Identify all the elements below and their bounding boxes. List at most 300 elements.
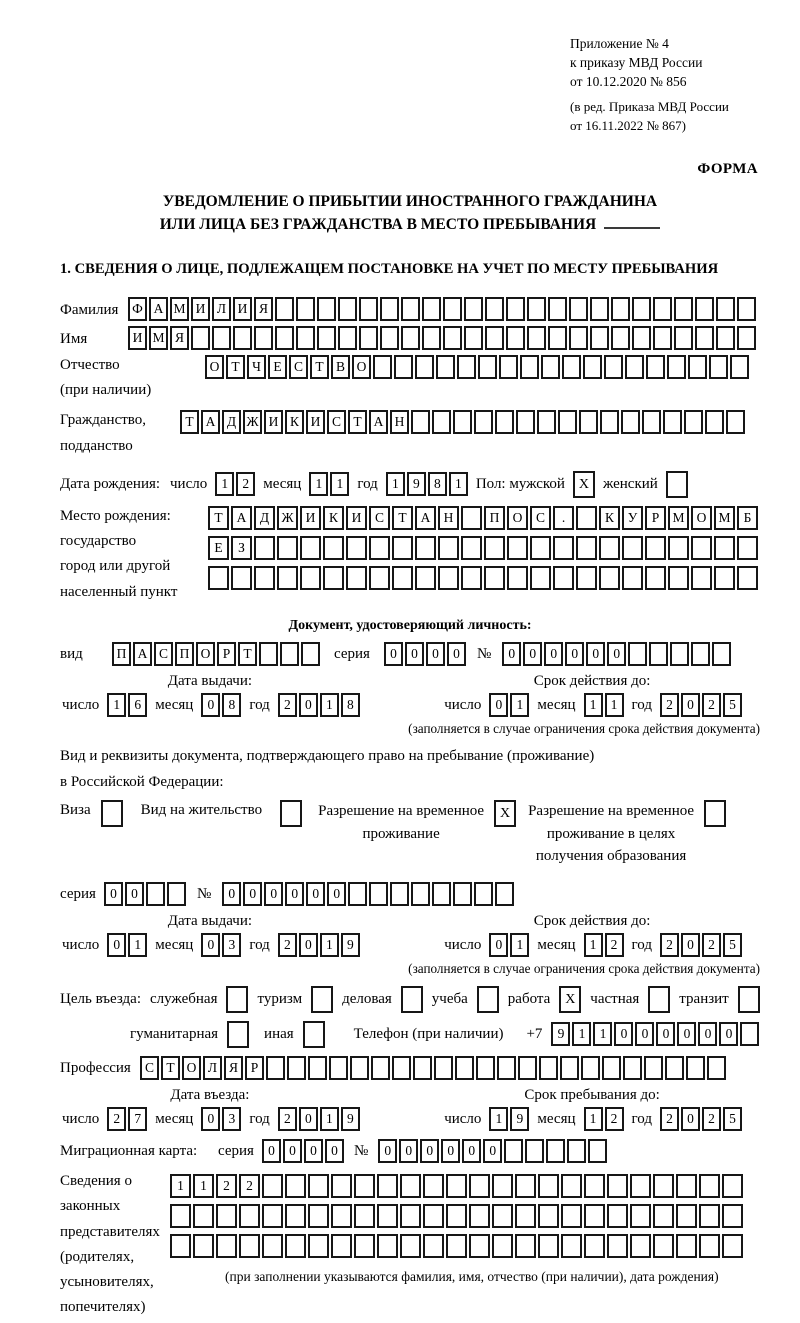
grid-cell[interactable]: И [264,410,283,434]
grid-cell[interactable]: 6 [128,693,147,717]
grid-cell[interactable] [239,1234,260,1258]
grid-cell[interactable] [329,1056,348,1080]
grid-cell[interactable] [699,1234,720,1258]
grid-cell[interactable] [369,882,388,906]
grid-cell[interactable]: Р [245,1056,264,1080]
grid-cell[interactable]: С [327,410,346,434]
grid-cell[interactable]: 0 [607,642,626,666]
grid-cell[interactable] [469,1174,490,1198]
grid-cell[interactable] [548,326,567,350]
grid-cell[interactable]: 0 [201,693,220,717]
grid-cell[interactable]: А [415,506,436,530]
grid-cell[interactable]: 0 [283,1139,302,1163]
grid-cell[interactable]: 9 [551,1022,570,1046]
grid-cell[interactable] [443,326,462,350]
grid-cell[interactable] [191,326,210,350]
grid-cell[interactable] [699,1174,720,1198]
grid-cell[interactable] [569,326,588,350]
grid-cell[interactable]: Т [392,506,413,530]
grid-cell[interactable] [665,1056,684,1080]
grid-cell[interactable] [443,297,462,321]
grid-cell[interactable]: 2 [107,1107,126,1131]
grid-cell[interactable] [423,1204,444,1228]
grid-cell[interactable] [722,1234,743,1258]
grid-cell[interactable]: Т [161,1056,180,1080]
grid-cell[interactable] [691,642,710,666]
grid-cell[interactable] [308,1174,329,1198]
grid-cell[interactable] [317,326,336,350]
grid-cell[interactable] [676,1174,697,1198]
grid-cell[interactable] [518,1056,537,1080]
grid-cell[interactable]: 2 [605,933,624,957]
grid-cell[interactable]: О [205,355,224,379]
grid-cell[interactable] [714,566,735,590]
grid-cell[interactable] [285,1174,306,1198]
grid-cell[interactable]: 1 [320,1107,339,1131]
grid-cell[interactable]: 0 [523,642,542,666]
purpose-study-checkbox[interactable] [477,986,499,1013]
grid-cell[interactable]: М [668,506,689,530]
grid-cell[interactable] [415,536,436,560]
grid-cell[interactable] [359,326,378,350]
grid-cell[interactable] [461,536,482,560]
grid-cell[interactable]: 0 [565,642,584,666]
grid-cell[interactable]: И [233,297,252,321]
grid-cell[interactable] [453,410,472,434]
grid-cell[interactable] [599,566,620,590]
grid-cell[interactable]: 1 [584,1107,603,1131]
grid-cell[interactable] [560,1056,579,1080]
grid-cell[interactable]: 5 [723,1107,742,1131]
grid-cell[interactable]: 1 [489,1107,508,1131]
grid-cell[interactable] [323,536,344,560]
grid-cell[interactable]: Ж [243,410,262,434]
grid-cell[interactable] [607,1234,628,1258]
grid-cell[interactable] [604,355,623,379]
grid-cell[interactable] [584,1204,605,1228]
grid-cell[interactable] [525,1139,544,1163]
grid-cell[interactable]: С [289,355,308,379]
grid-cell[interactable] [561,1174,582,1198]
grid-cell[interactable]: 0 [586,642,605,666]
grid-cell[interactable] [709,355,728,379]
grid-cell[interactable] [716,326,735,350]
grid-cell[interactable]: 8 [222,693,241,717]
grid-cell[interactable] [538,1174,559,1198]
purpose-private-checkbox[interactable] [648,986,670,1013]
grid-cell[interactable] [301,642,320,666]
grid-cell[interactable] [239,1204,260,1228]
grid-cell[interactable]: 1 [193,1174,214,1198]
grid-cell[interactable]: В [331,355,350,379]
grid-cell[interactable] [737,566,758,590]
grid-cell[interactable] [541,355,560,379]
grid-cell[interactable] [584,1234,605,1258]
grid-cell[interactable] [538,1234,559,1258]
grid-cell[interactable]: 1 [572,1022,591,1046]
grid-cell[interactable]: 0 [299,693,318,717]
grid-cell[interactable]: С [369,506,390,530]
grid-cell[interactable] [401,326,420,350]
grid-cell[interactable] [726,410,745,434]
grid-cell[interactable]: Л [203,1056,222,1080]
grid-cell[interactable]: Н [438,506,459,530]
grid-cell[interactable] [492,1204,513,1228]
grid-cell[interactable] [348,882,367,906]
grid-cell[interactable]: 2 [702,933,721,957]
grid-cell[interactable] [676,1204,697,1228]
grid-cell[interactable]: 2 [702,1107,721,1131]
grid-cell[interactable] [630,1174,651,1198]
grid-cell[interactable] [537,410,556,434]
grid-cell[interactable]: 0 [441,1139,460,1163]
grid-cell[interactable] [262,1234,283,1258]
grid-cell[interactable]: 0 [125,882,144,906]
grid-cell[interactable]: 0 [384,642,403,666]
grid-cell[interactable] [346,566,367,590]
grid-cell[interactable] [254,326,273,350]
grid-cell[interactable]: 1 [215,472,234,496]
grid-cell[interactable] [259,642,278,666]
grid-cell[interactable]: 1 [584,933,603,957]
grid-cell[interactable] [653,1204,674,1228]
grid-cell[interactable]: 1 [584,693,603,717]
grid-cell[interactable] [516,410,535,434]
grid-cell[interactable] [453,882,472,906]
grid-cell[interactable]: У [622,506,643,530]
grid-cell[interactable] [716,297,735,321]
grid-cell[interactable] [691,536,712,560]
grid-cell[interactable]: 0 [405,642,424,666]
grid-cell[interactable]: О [507,506,528,530]
grid-cell[interactable] [438,566,459,590]
grid-cell[interactable] [354,1204,375,1228]
grid-cell[interactable] [484,536,505,560]
grid-cell[interactable]: 0 [681,693,700,717]
grid-cell[interactable] [193,1234,214,1258]
grid-cell[interactable] [346,536,367,560]
grid-cell[interactable]: 1 [510,933,529,957]
grid-cell[interactable]: С [140,1056,159,1080]
grid-cell[interactable] [377,1234,398,1258]
grid-cell[interactable] [212,326,231,350]
grid-cell[interactable]: 0 [681,933,700,957]
grid-cell[interactable] [653,1174,674,1198]
grid-cell[interactable] [553,566,574,590]
grid-cell[interactable]: Т [180,410,199,434]
grid-cell[interactable] [446,1174,467,1198]
grid-cell[interactable]: 0 [614,1022,633,1046]
grid-cell[interactable]: А [149,297,168,321]
grid-cell[interactable] [438,536,459,560]
grid-cell[interactable]: Т [238,642,257,666]
grid-cell[interactable] [653,1234,674,1258]
grid-cell[interactable]: 2 [278,693,297,717]
grid-cell[interactable] [285,1204,306,1228]
grid-cell[interactable] [485,297,504,321]
grid-cell[interactable] [170,1234,191,1258]
visa-checkbox[interactable] [101,800,123,827]
grid-cell[interactable]: Т [310,355,329,379]
grid-cell[interactable] [285,1234,306,1258]
grid-cell[interactable] [645,566,666,590]
grid-cell[interactable]: 0 [544,642,563,666]
grid-cell[interactable]: 0 [285,882,304,906]
grid-cell[interactable]: 1 [128,933,147,957]
grid-cell[interactable] [632,326,651,350]
grid-cell[interactable]: К [323,506,344,530]
grid-cell[interactable]: Д [254,506,275,530]
grid-cell[interactable] [607,1204,628,1228]
grid-cell[interactable] [422,297,441,321]
grid-cell[interactable] [515,1174,536,1198]
rvp-checkbox[interactable]: X [494,800,516,827]
grid-cell[interactable] [642,410,661,434]
grid-cell[interactable]: 2 [278,933,297,957]
grid-cell[interactable] [275,297,294,321]
grid-cell[interactable] [377,1174,398,1198]
grid-cell[interactable] [461,506,482,530]
grid-cell[interactable] [622,536,643,560]
grid-cell[interactable]: 8 [341,693,360,717]
grid-cell[interactable]: С [530,506,551,530]
grid-cell[interactable] [548,297,567,321]
grid-cell[interactable]: 1 [320,933,339,957]
grid-cell[interactable]: Р [645,506,666,530]
grid-cell[interactable]: Я [224,1056,243,1080]
grid-cell[interactable] [208,566,229,590]
grid-cell[interactable] [484,566,505,590]
grid-cell[interactable]: А [231,506,252,530]
grid-cell[interactable] [495,410,514,434]
grid-cell[interactable] [695,326,714,350]
grid-cell[interactable]: И [346,506,367,530]
grid-cell[interactable]: 0 [378,1139,397,1163]
grid-cell[interactable] [380,297,399,321]
grid-cell[interactable] [254,536,275,560]
grid-cell[interactable]: 2 [702,693,721,717]
grid-cell[interactable] [581,1056,600,1080]
grid-cell[interactable] [600,410,619,434]
grid-cell[interactable]: 0 [698,1022,717,1046]
grid-cell[interactable]: 2 [278,1107,297,1131]
grid-cell[interactable] [584,1174,605,1198]
grid-cell[interactable] [455,1056,474,1080]
grid-cell[interactable]: 0 [222,882,241,906]
grid-cell[interactable] [621,410,640,434]
grid-cell[interactable] [422,326,441,350]
grid-cell[interactable] [674,297,693,321]
grid-cell[interactable] [464,326,483,350]
grid-cell[interactable] [371,1056,390,1080]
grid-cell[interactable] [474,410,493,434]
grid-cell[interactable] [308,1204,329,1228]
grid-cell[interactable] [323,566,344,590]
grid-cell[interactable]: 0 [426,642,445,666]
grid-cell[interactable] [369,566,390,590]
grid-cell[interactable] [576,506,597,530]
grid-cell[interactable]: 0 [483,1139,502,1163]
grid-cell[interactable] [275,326,294,350]
grid-cell[interactable] [520,355,539,379]
grid-cell[interactable] [331,1234,352,1258]
grid-cell[interactable] [317,297,336,321]
grid-cell[interactable] [561,1204,582,1228]
grid-cell[interactable] [277,536,298,560]
grid-cell[interactable] [331,1174,352,1198]
grid-cell[interactable] [623,1056,642,1080]
purpose-humanitarian-checkbox[interactable] [227,1021,249,1048]
grid-cell[interactable] [611,297,630,321]
grid-cell[interactable] [193,1204,214,1228]
grid-cell[interactable] [338,297,357,321]
grid-cell[interactable]: 0 [719,1022,738,1046]
grid-cell[interactable] [377,1204,398,1228]
grid-cell[interactable] [699,1204,720,1228]
grid-cell[interactable]: Р [217,642,236,666]
grid-cell[interactable] [266,1056,285,1080]
grid-cell[interactable]: А [369,410,388,434]
grid-cell[interactable]: Д [222,410,241,434]
grid-cell[interactable] [423,1234,444,1258]
grid-cell[interactable]: 0 [201,1107,220,1131]
residence-permit-checkbox[interactable] [280,800,302,827]
purpose-commercial-checkbox[interactable] [401,986,423,1013]
grid-cell[interactable]: 0 [327,882,346,906]
grid-cell[interactable] [457,355,476,379]
grid-cell[interactable] [296,297,315,321]
grid-cell[interactable]: 1 [330,472,349,496]
grid-cell[interactable]: 0 [489,693,508,717]
grid-cell[interactable] [546,1139,565,1163]
grid-cell[interactable] [527,297,546,321]
grid-cell[interactable] [373,355,392,379]
grid-cell[interactable] [667,355,686,379]
grid-cell[interactable]: 1 [605,693,624,717]
grid-cell[interactable]: Е [208,536,229,560]
grid-cell[interactable]: О [182,1056,201,1080]
grid-cell[interactable] [630,1234,651,1258]
grid-cell[interactable]: 0 [399,1139,418,1163]
grid-cell[interactable] [469,1204,490,1228]
grid-cell[interactable] [730,355,749,379]
grid-cell[interactable]: Т [348,410,367,434]
grid-cell[interactable] [695,297,714,321]
grid-cell[interactable]: 0 [420,1139,439,1163]
grid-cell[interactable] [722,1204,743,1228]
grid-cell[interactable]: 0 [681,1107,700,1131]
grid-cell[interactable] [562,355,581,379]
grid-cell[interactable] [331,1204,352,1228]
grid-cell[interactable]: 0 [635,1022,654,1046]
grid-cell[interactable] [495,882,514,906]
purpose-tourism-checkbox[interactable] [311,986,333,1013]
grid-cell[interactable] [628,642,647,666]
grid-cell[interactable] [670,642,689,666]
grid-cell[interactable] [216,1204,237,1228]
grid-cell[interactable]: 3 [222,1107,241,1131]
grid-cell[interactable] [674,326,693,350]
purpose-work-checkbox[interactable]: X [559,986,581,1013]
grid-cell[interactable]: О [691,506,712,530]
grid-cell[interactable] [411,882,430,906]
grid-cell[interactable] [308,1234,329,1258]
grid-cell[interactable] [583,355,602,379]
grid-cell[interactable] [590,326,609,350]
grid-cell[interactable]: 0 [447,642,466,666]
grid-cell[interactable]: 2 [236,472,255,496]
grid-cell[interactable] [553,536,574,560]
grid-cell[interactable]: 2 [660,693,679,717]
grid-cell[interactable] [167,882,186,906]
grid-cell[interactable] [392,566,413,590]
grid-cell[interactable] [400,1174,421,1198]
grid-cell[interactable] [499,355,518,379]
grid-cell[interactable]: 1 [510,693,529,717]
grid-cell[interactable] [506,297,525,321]
grid-cell[interactable]: П [112,642,131,666]
grid-cell[interactable] [530,566,551,590]
grid-cell[interactable] [170,1204,191,1228]
grid-cell[interactable]: И [191,297,210,321]
grid-cell[interactable] [515,1234,536,1258]
grid-cell[interactable]: 0 [104,882,123,906]
rvp-education-checkbox[interactable] [704,800,726,827]
grid-cell[interactable]: 2 [239,1174,260,1198]
grid-cell[interactable] [300,566,321,590]
grid-cell[interactable] [231,566,252,590]
grid-cell[interactable]: М [149,326,168,350]
grid-cell[interactable]: 9 [407,472,426,496]
grid-cell[interactable] [740,1022,759,1046]
grid-cell[interactable] [432,882,451,906]
grid-cell[interactable] [354,1174,375,1198]
grid-cell[interactable] [645,536,666,560]
grid-cell[interactable] [630,1204,651,1228]
grid-cell[interactable]: 2 [660,933,679,957]
grid-cell[interactable]: 2 [216,1174,237,1198]
grid-cell[interactable]: 2 [605,1107,624,1131]
grid-cell[interactable] [599,536,620,560]
grid-cell[interactable] [423,1174,444,1198]
grid-cell[interactable] [676,1234,697,1258]
grid-cell[interactable]: И [300,506,321,530]
grid-cell[interactable] [668,536,689,560]
grid-cell[interactable] [369,536,390,560]
grid-cell[interactable]: Я [254,297,273,321]
grid-cell[interactable] [722,1174,743,1198]
grid-cell[interactable]: 7 [128,1107,147,1131]
grid-cell[interactable] [400,1234,421,1258]
grid-cell[interactable] [504,1139,523,1163]
grid-cell[interactable] [688,355,707,379]
grid-cell[interactable] [576,536,597,560]
grid-cell[interactable]: 0 [502,642,521,666]
grid-cell[interactable] [146,882,165,906]
grid-cell[interactable]: 5 [723,693,742,717]
grid-cell[interactable] [392,1056,411,1080]
grid-cell[interactable]: А [133,642,152,666]
grid-cell[interactable] [287,1056,306,1080]
grid-cell[interactable] [714,536,735,560]
grid-cell[interactable] [686,1056,705,1080]
grid-cell[interactable] [712,642,731,666]
grid-cell[interactable]: . [553,506,574,530]
grid-cell[interactable] [300,536,321,560]
grid-cell[interactable] [507,566,528,590]
grid-cell[interactable] [644,1056,663,1080]
grid-cell[interactable] [401,297,420,321]
